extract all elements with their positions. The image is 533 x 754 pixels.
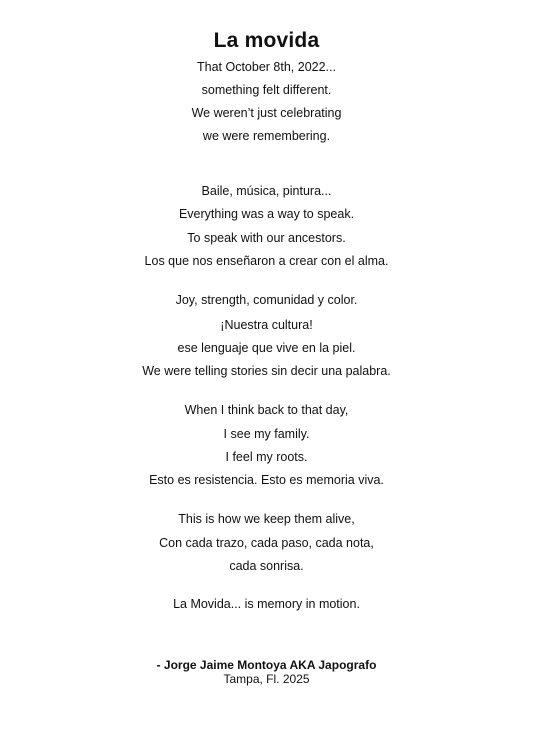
poem-line: cada sonrisa. — [229, 559, 304, 573]
poem-line: Esto es resistencia. Esto es memoria viva. — [149, 473, 384, 487]
poem-line: I see my family. — [223, 427, 310, 441]
poem-line: To speak with our ancestors. — [187, 231, 346, 245]
poem-line: something felt different. — [201, 83, 332, 97]
poem-line: That October 8th, 2022... — [197, 60, 336, 74]
place-date: Tampa, Fl. 2025 — [223, 672, 310, 686]
poem-line: This is how we keep them alive, — [178, 512, 355, 526]
poem-line: ¡Nuestra cultura! — [220, 318, 313, 332]
poem-line: We weren’t just celebrating — [191, 106, 342, 120]
poem-line: Everything was a way to speak. — [178, 207, 355, 221]
poem-line: ese lenguaje que vive en la piel. — [177, 341, 356, 355]
poem-line: Joy, strength, comunidad y color. — [175, 293, 358, 307]
poem-title: La movida — [213, 29, 320, 52]
poem-line: We were telling stories sin decir una palabra. — [142, 364, 391, 378]
poem-line: Baile, música, pintura... — [201, 184, 332, 198]
poem-line: When I think back to that day, — [184, 403, 349, 417]
author-signature: - Jorge Jaime Montoya AKA Japografo — [156, 658, 377, 672]
poem-line: Con cada trazo, cada paso, cada nota, — [159, 536, 374, 550]
poem-line: Los que nos enseñaron a crear con el alma. — [144, 254, 389, 268]
poem-line: I feel my roots. — [225, 450, 308, 464]
poem-line: La Movida... is memory in motion. — [173, 597, 360, 611]
poem-line: we were remembering. — [202, 129, 331, 143]
